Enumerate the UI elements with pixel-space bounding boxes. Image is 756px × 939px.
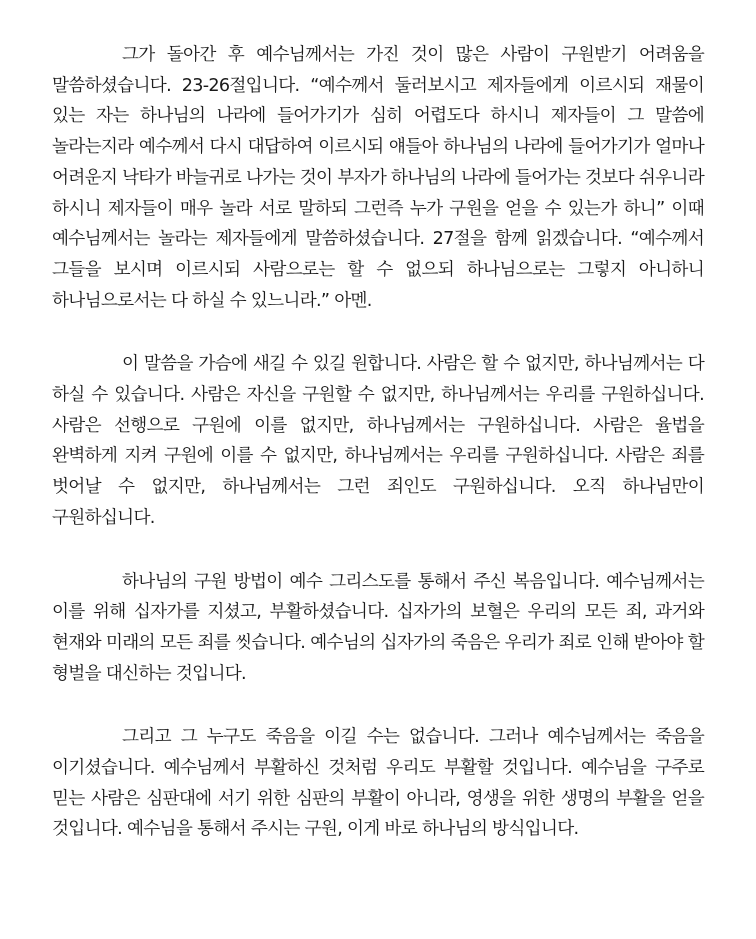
paragraph-1: 그가 돌아간 후 예수님께서는 가진 것이 많은 사람이 구원받기 어려움을 말씀하셨습니다. 23-26절입니다. “예수께서 둘러보시고 제자들에게 이르시되 재물이 있는 자는 하나님의 나라에 들어가기가 심히 어렵도다 하시니 제자들이 그 말씀에 놀라는지라 예수께서 다시 대답하여 이르시되 얘들아 하나님의 나라에 들어가기가 얼마나 어려운지 낙타가 바늘귀로 나가는 것이 부자가 하나님의 나라에 들어가는 것보다 쉬우니라 하시니 제자들이 매우 놀라 서로 말하되 그런즉 누가 구원을 얻을 수 있는가 하니” 이때 예수님께서는 놀라는 제자들에게 말씀하셨습니다. 27절을 함께 읽겠습니다. “예수께서 그들을 보시며 이르시되 사람으로는 할 수 없으되 하나님으로는 그렇지 아니하니 하나님으로서는 다 하실 수 있느니라.” 아멘. [52,45,704,311]
paragraph-4: 그리고 그 누구도 죽음을 이길 수는 없습니다. 그러나 예수님께서는 죽음을 이기셨습니다. 예수님께서 부활하신 것처럼 우리도 부활할 것입니다. 예수님을 구주로 믿는 사람은 심판대에 서기 위한 심판의 부활이 아니라, 영생을 위한 생명의 부활을 얻을 것입니다. 예수님을 통해서 주시는 구원, 이게 바로 하나님의 방식입니다. [52,727,704,840]
paragraph-3: 하나님의 구원 방법이 예수 그리스도를 통해서 주신 복음입니다. 예수님께서는 이를 위해 십자가를 지셨고, 부활하셨습니다. 십자가의 보혈은 우리의 모든 죄, 과거와 현재와 미래의 모든 죄를 씻습니다. 예수님의 십자가의 죽음은 우리가 죄로 인해 받아야 할 형벌을 대신하는 것입니다. [52,571,704,684]
document-body [52,40,704,845]
paragraph-2: 이 말씀을 가슴에 새길 수 있길 원합니다. 사람은 할 수 없지만, 하나님께서는 다 하실 수 있습니다. 사람은 자신을 구원할 수 없지만, 하나님께서는 우리를 구원하십니다. 사람은 선행으로 구원에 이를 없지만, 하나님께서는 구원하십니다. 사람은 율법을 완벽하게 지켜 구원에 이를 수 없지만, 하나님께서는 우리를 구원하십니다. 사람은 죄를 벗어날 수 없지만, 하나님께서는 그런 죄인도 구원하십니다. 오직 하나님만이 구원하십니다. [52,354,704,528]
